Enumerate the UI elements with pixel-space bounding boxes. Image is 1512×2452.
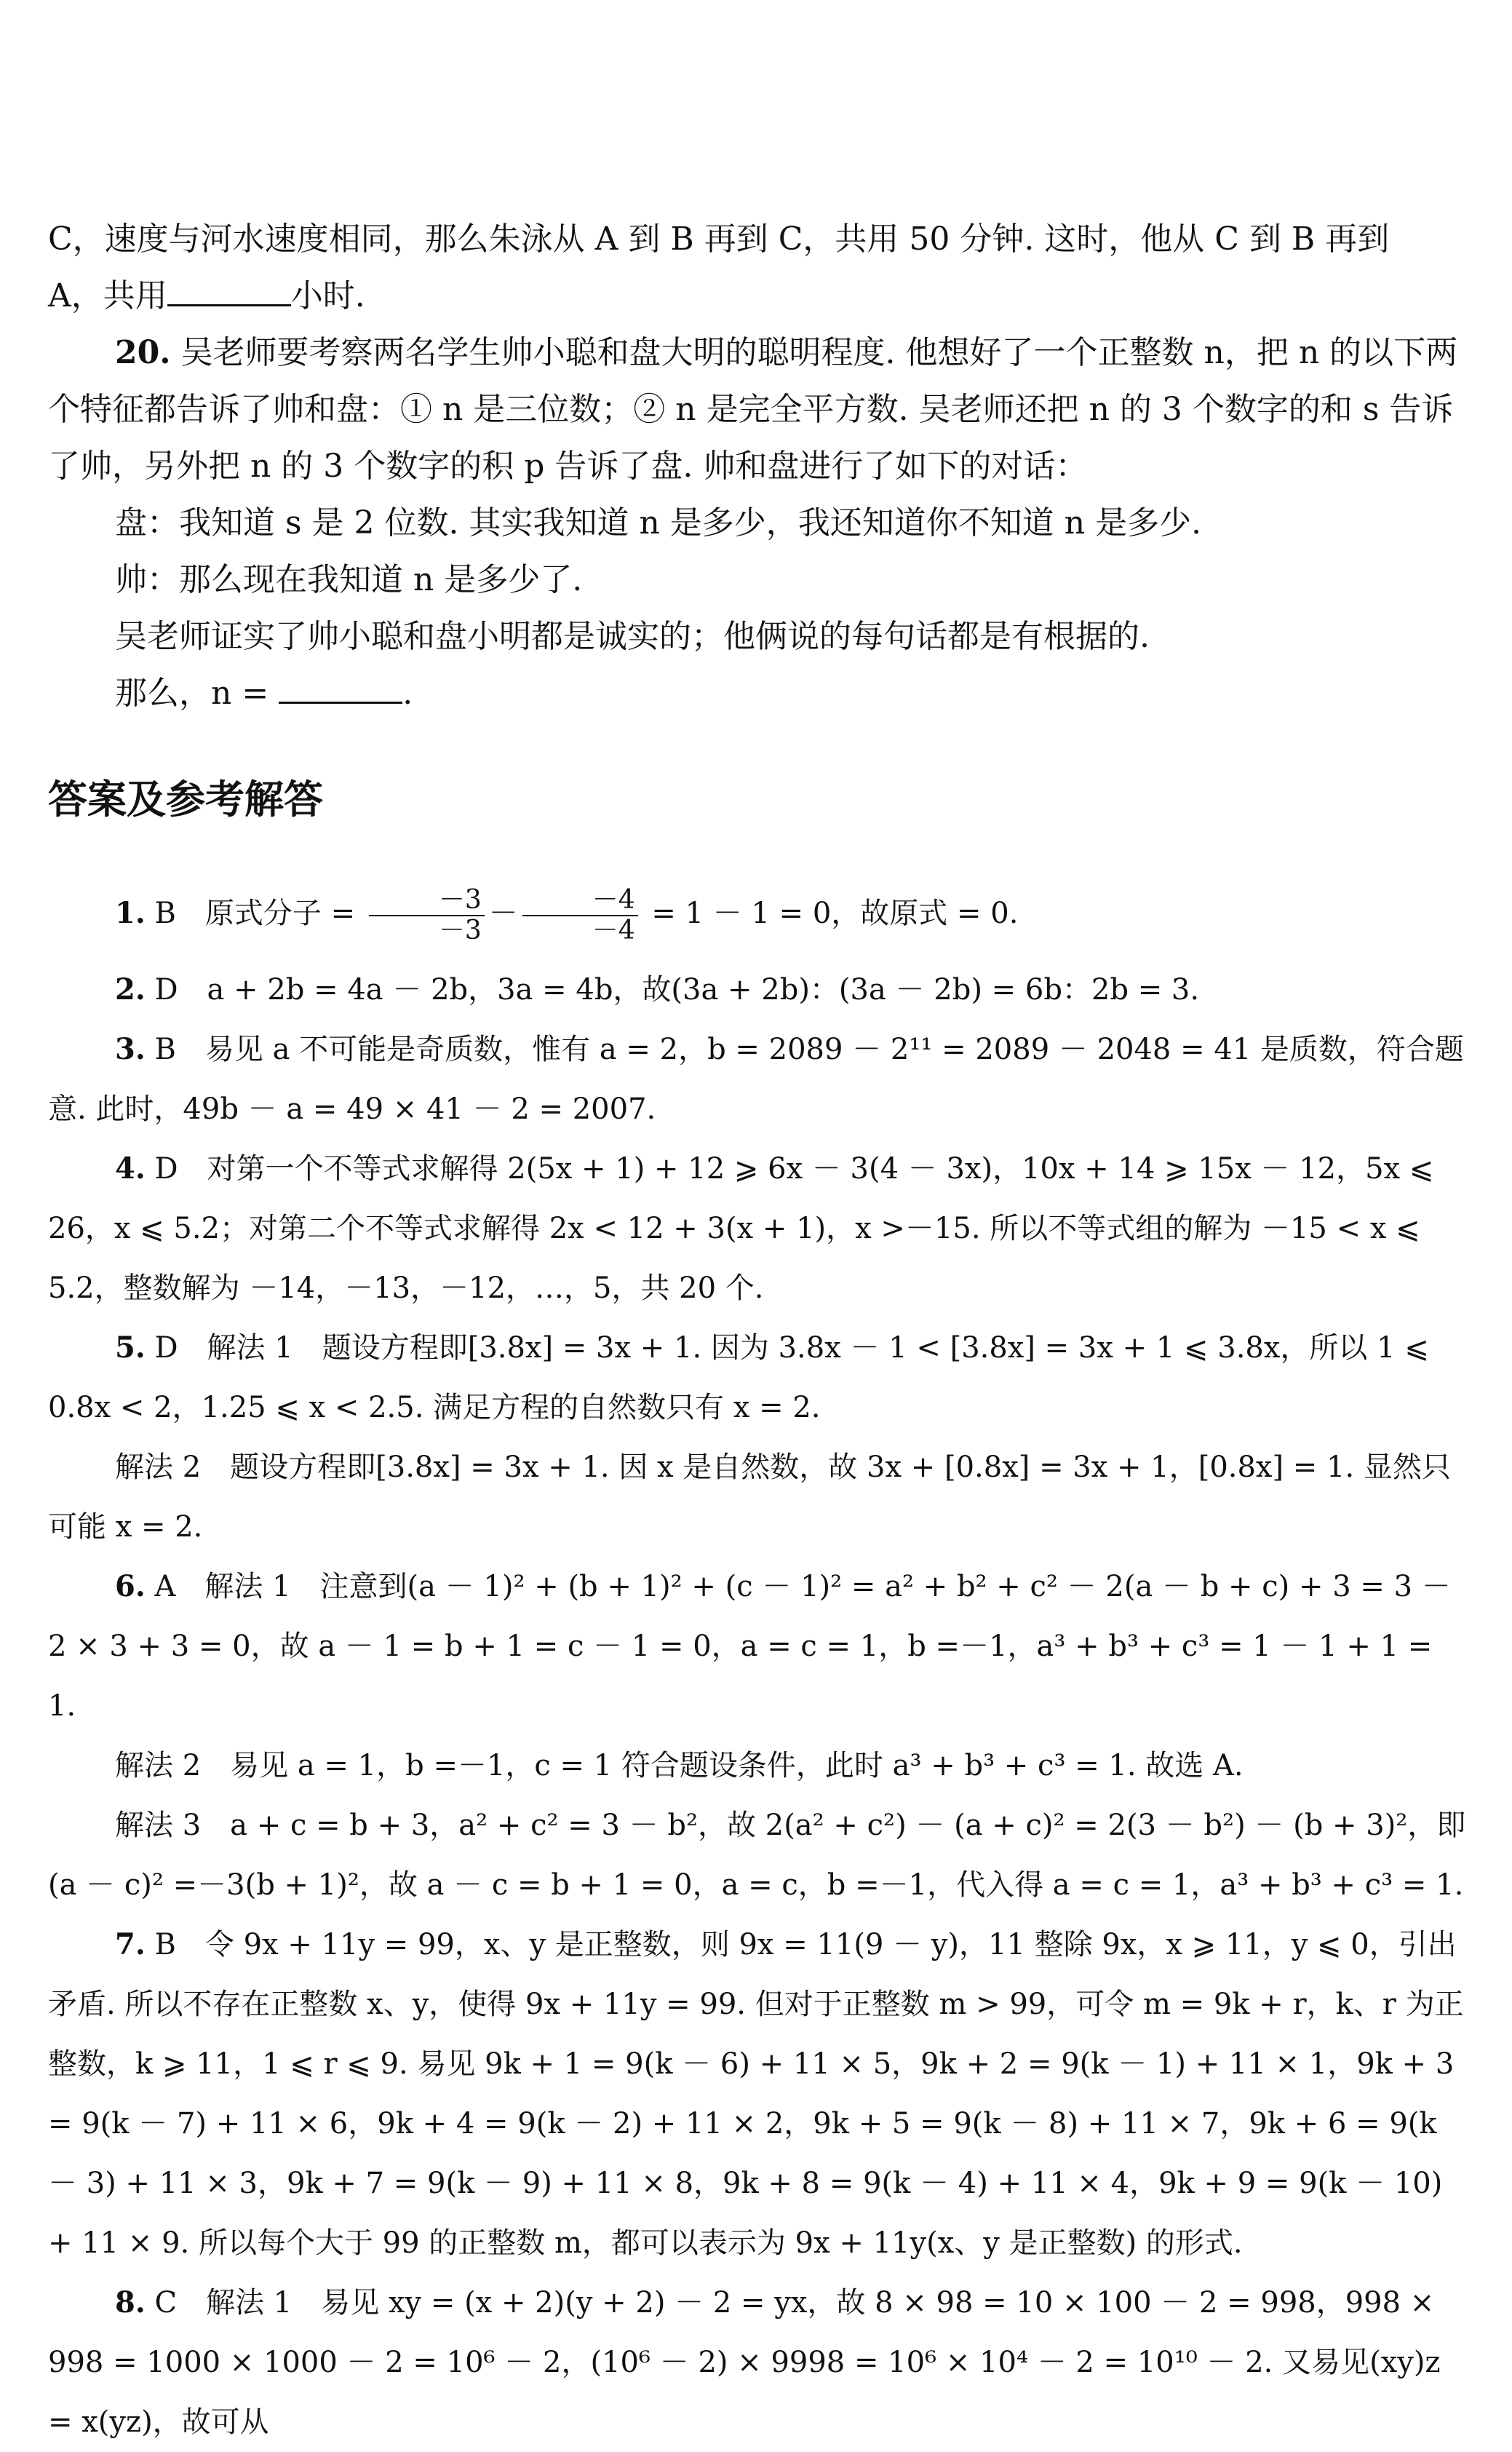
- answer-4: [48, 1139, 1468, 1318]
- answer-2: [48, 960, 1468, 1020]
- answer-7: [48, 1915, 1468, 2273]
- answer-5-method-2: 解法 2 题设方程即[3.8x] = 3x + 1. 因 x 是自然数，故 3x + [0.8x] = 3x + 1，[0.8x] = 1. 显然只可能 x = 2.: [48, 1451, 1451, 1544]
- fraction-1-denominator: －3: [438, 916, 482, 945]
- problem-19-tail-line1: C，速度与河水速度相同，那么朱泳从 A 到 B 再到 C，共用 50 分钟. 这时，他从 C 到 B 再到: [48, 221, 1390, 258]
- answer-7-number: 7.: [115, 1927, 146, 1961]
- answer-5-text: D 解法 1 题设方程即[3.8x] = 3x + 1. 因为 3.8x － 1 < [3.8x] = 3x + 1 ⩽ 3.8x，所以 1 ⩽ 0.8x < 2，1.25 ⩽ x < 2.5. 满足方程的自然数只有 x = 2.: [48, 1331, 1429, 1424]
- problem-20-question-end: .: [402, 675, 413, 712]
- answer-3-number: 3.: [115, 1032, 146, 1066]
- fraction-2-denominator: －4: [592, 916, 635, 945]
- problem-20: [48, 325, 1468, 495]
- problem-20-number: 20.: [115, 334, 171, 371]
- answer-6-number: 6.: [115, 1569, 146, 1603]
- answer-3: [48, 1020, 1468, 1139]
- answer-6-method-2: 解法 2 易见 a = 1，b =－1，c = 1 符合题设条件，此时 a³ + b³ + c³ = 1. 故选 A.: [115, 1749, 1244, 1782]
- answer-5-number: 5.: [115, 1330, 146, 1365]
- answer-1-pre: B 原式分子 =: [154, 897, 356, 930]
- answer-6-text: A 解法 1 注意到(a － 1)² + (b + 1)² + (c － 1)² = a² + b² + c² － 2(a － b + c) + 3 = 3 － 2 × 3 + 3 = 0，故 a － 1 = b + 1 = c － 1 = 0，a = c = 1，b =－1，a³ + b³ + c³ = 1 － 1 + 1 = 1.: [48, 1570, 1451, 1723]
- answer-1-post: = 1 － 1 = 0，故原式 = 0.: [651, 897, 1019, 930]
- answer-5: [48, 1318, 1468, 1437]
- answer-8-text: C 解法 1 易见 xy = (x + 2)(y + 2) － 2 = yx，故 8 × 98 = 10 × 100 － 2 = 998，998 × 998 = 1000 × 1000 － 2 = 10⁶ － 2，(10⁶ － 2) × 9998 = 10⁶ × 10⁴ － 2 = 10¹⁰ － 2. 又易见(xy)z = x(yz)，故可从: [48, 2286, 1441, 2439]
- problem-20-dialog-1: 盘：我知道 s 是 2 位数. 其实我知道 n 是多少，我还知道你不知道 n 是多少.: [115, 504, 1202, 541]
- answer-4-number: 4.: [115, 1151, 146, 1186]
- answer-6: [48, 1557, 1468, 1736]
- answer-8-number: 8.: [115, 2285, 146, 2320]
- problem-20-dialog-2: 帅：那么现在我知道 n 是多少了.: [115, 561, 583, 598]
- problem-20-question-text: 那么，n =: [115, 675, 269, 712]
- answer-3-text: B 易见 a 不可能是奇质数，惟有 a = 2，b = 2089 － 2¹¹ = 2089 － 2048 = 41 是质数，符合题意. 此时，49b － a = 49 × 41 － 2 = 2007.: [48, 1033, 1464, 1126]
- problem-20-dialog-3: 吴老师证实了帅小聪和盘小明都是诚实的；他俩说的每句话都是有根据的.: [115, 618, 1150, 655]
- answer-6-method-3: 解法 3 a + c = b + 3，a² + c² = 3 － b²，故 2(a² + c²) － (a + c)² = 2(3 － b²) － (b + 3)²，即(a － c)² =－3(b + 1)²，故 a － c = b + 1 = 0，a = c，b =－1，代入得 a = c = 1，a³ + b³ + c³ = 1.: [48, 1809, 1466, 1902]
- answer-blank-20: [279, 672, 402, 704]
- answer-2-number: 2.: [115, 972, 146, 1007]
- answer-1-fraction-1: [369, 886, 485, 945]
- answer-1-fraction-2: [522, 886, 638, 945]
- problem-19-tail-text-a: A，共用: [48, 277, 167, 314]
- problem-20-text: 吴老师要考察两名学生帅小聪和盘大明的聪明程度. 他想好了一个正整数 n，把 n 的以下两个特征都告诉了帅和盘：① n 是三位数；② n 是完全平方数. 吴老师还把 n 的 3 个数字的和 s 告诉了帅，另外把 n 的 3 个数字的积 p 告诉了盘. 帅和盘进行了如下的对话：: [48, 334, 1458, 485]
- problem-19-tail-text-b: 小时.: [290, 277, 365, 314]
- answer-7-text: B 令 9x + 11y = 99，x、y 是正整数，则 9x = 11(9 － y)，11 整除 9x，x ⩾ 11，y ⩽ 0，引出矛盾. 所以不存在正整数 x、y，使得 9x + 11y = 99. 但对于正整数 m > 99，可令 m = 9k + r，k、r 为正整数，k ⩾ 11，1 ⩽ r ⩽ 9. 易见 9k + 1 = 9(k － 6) + 11 × 5，9k + 2 = 9(k － 1) + 11 × 1，9k + 3 = 9(k － 7) + 11 × 6，9k + 4 = 9(k － 2) + 11 × 2，9k + 5 = 9(k － 8) + 11 × 7，9k + 6 = 9(k － 3) + 11 × 3，9k + 7 = 9(k － 9) + 11 × 8，9k + 8 = 9(k － 4) + 11 × 4，9k + 9 = 9(k － 10) + 11 × 9. 所以每个大于 99 的正整数 m，都可以表示为 9x + 11y(x、y 是正整数) 的形式.: [48, 1928, 1464, 2260]
- answer-blank-19: [167, 275, 291, 306]
- fraction-1-numerator: －3: [369, 886, 485, 916]
- answer-1-number: 1.: [115, 896, 146, 930]
- answer-1: [48, 884, 1468, 945]
- problem-19-tail-line2: [48, 268, 1468, 325]
- section-title: 答案及参考解答: [48, 777, 323, 822]
- answer-2-text: D a + 2b = 4a － 2b，3a = 4b，故(3a + 2b)：(3a － 2b) = 6b：2b = 3.: [154, 973, 1200, 1007]
- answer-1-minus: －: [488, 897, 518, 930]
- problem-20-question: [48, 665, 1468, 722]
- answer-8: [48, 2273, 1468, 2452]
- answers-section: [48, 884, 1468, 2452]
- answer-4-text: D 对第一个不等式求解得 2(5x + 1) + 12 ⩾ 6x － 3(4 － 3x)，10x + 14 ⩾ 15x － 12，5x ⩽ 26，x ⩽ 5.2；对第二个不等式求解得 2x < 12 + 3(x + 1)，x >－15. 所以不等式组的解为 －15 < x ⩽ 5.2，整数解为 －14，－13，－12，…，5，共 20 个.: [48, 1152, 1434, 1305]
- fraction-2-numerator: －4: [522, 886, 638, 916]
